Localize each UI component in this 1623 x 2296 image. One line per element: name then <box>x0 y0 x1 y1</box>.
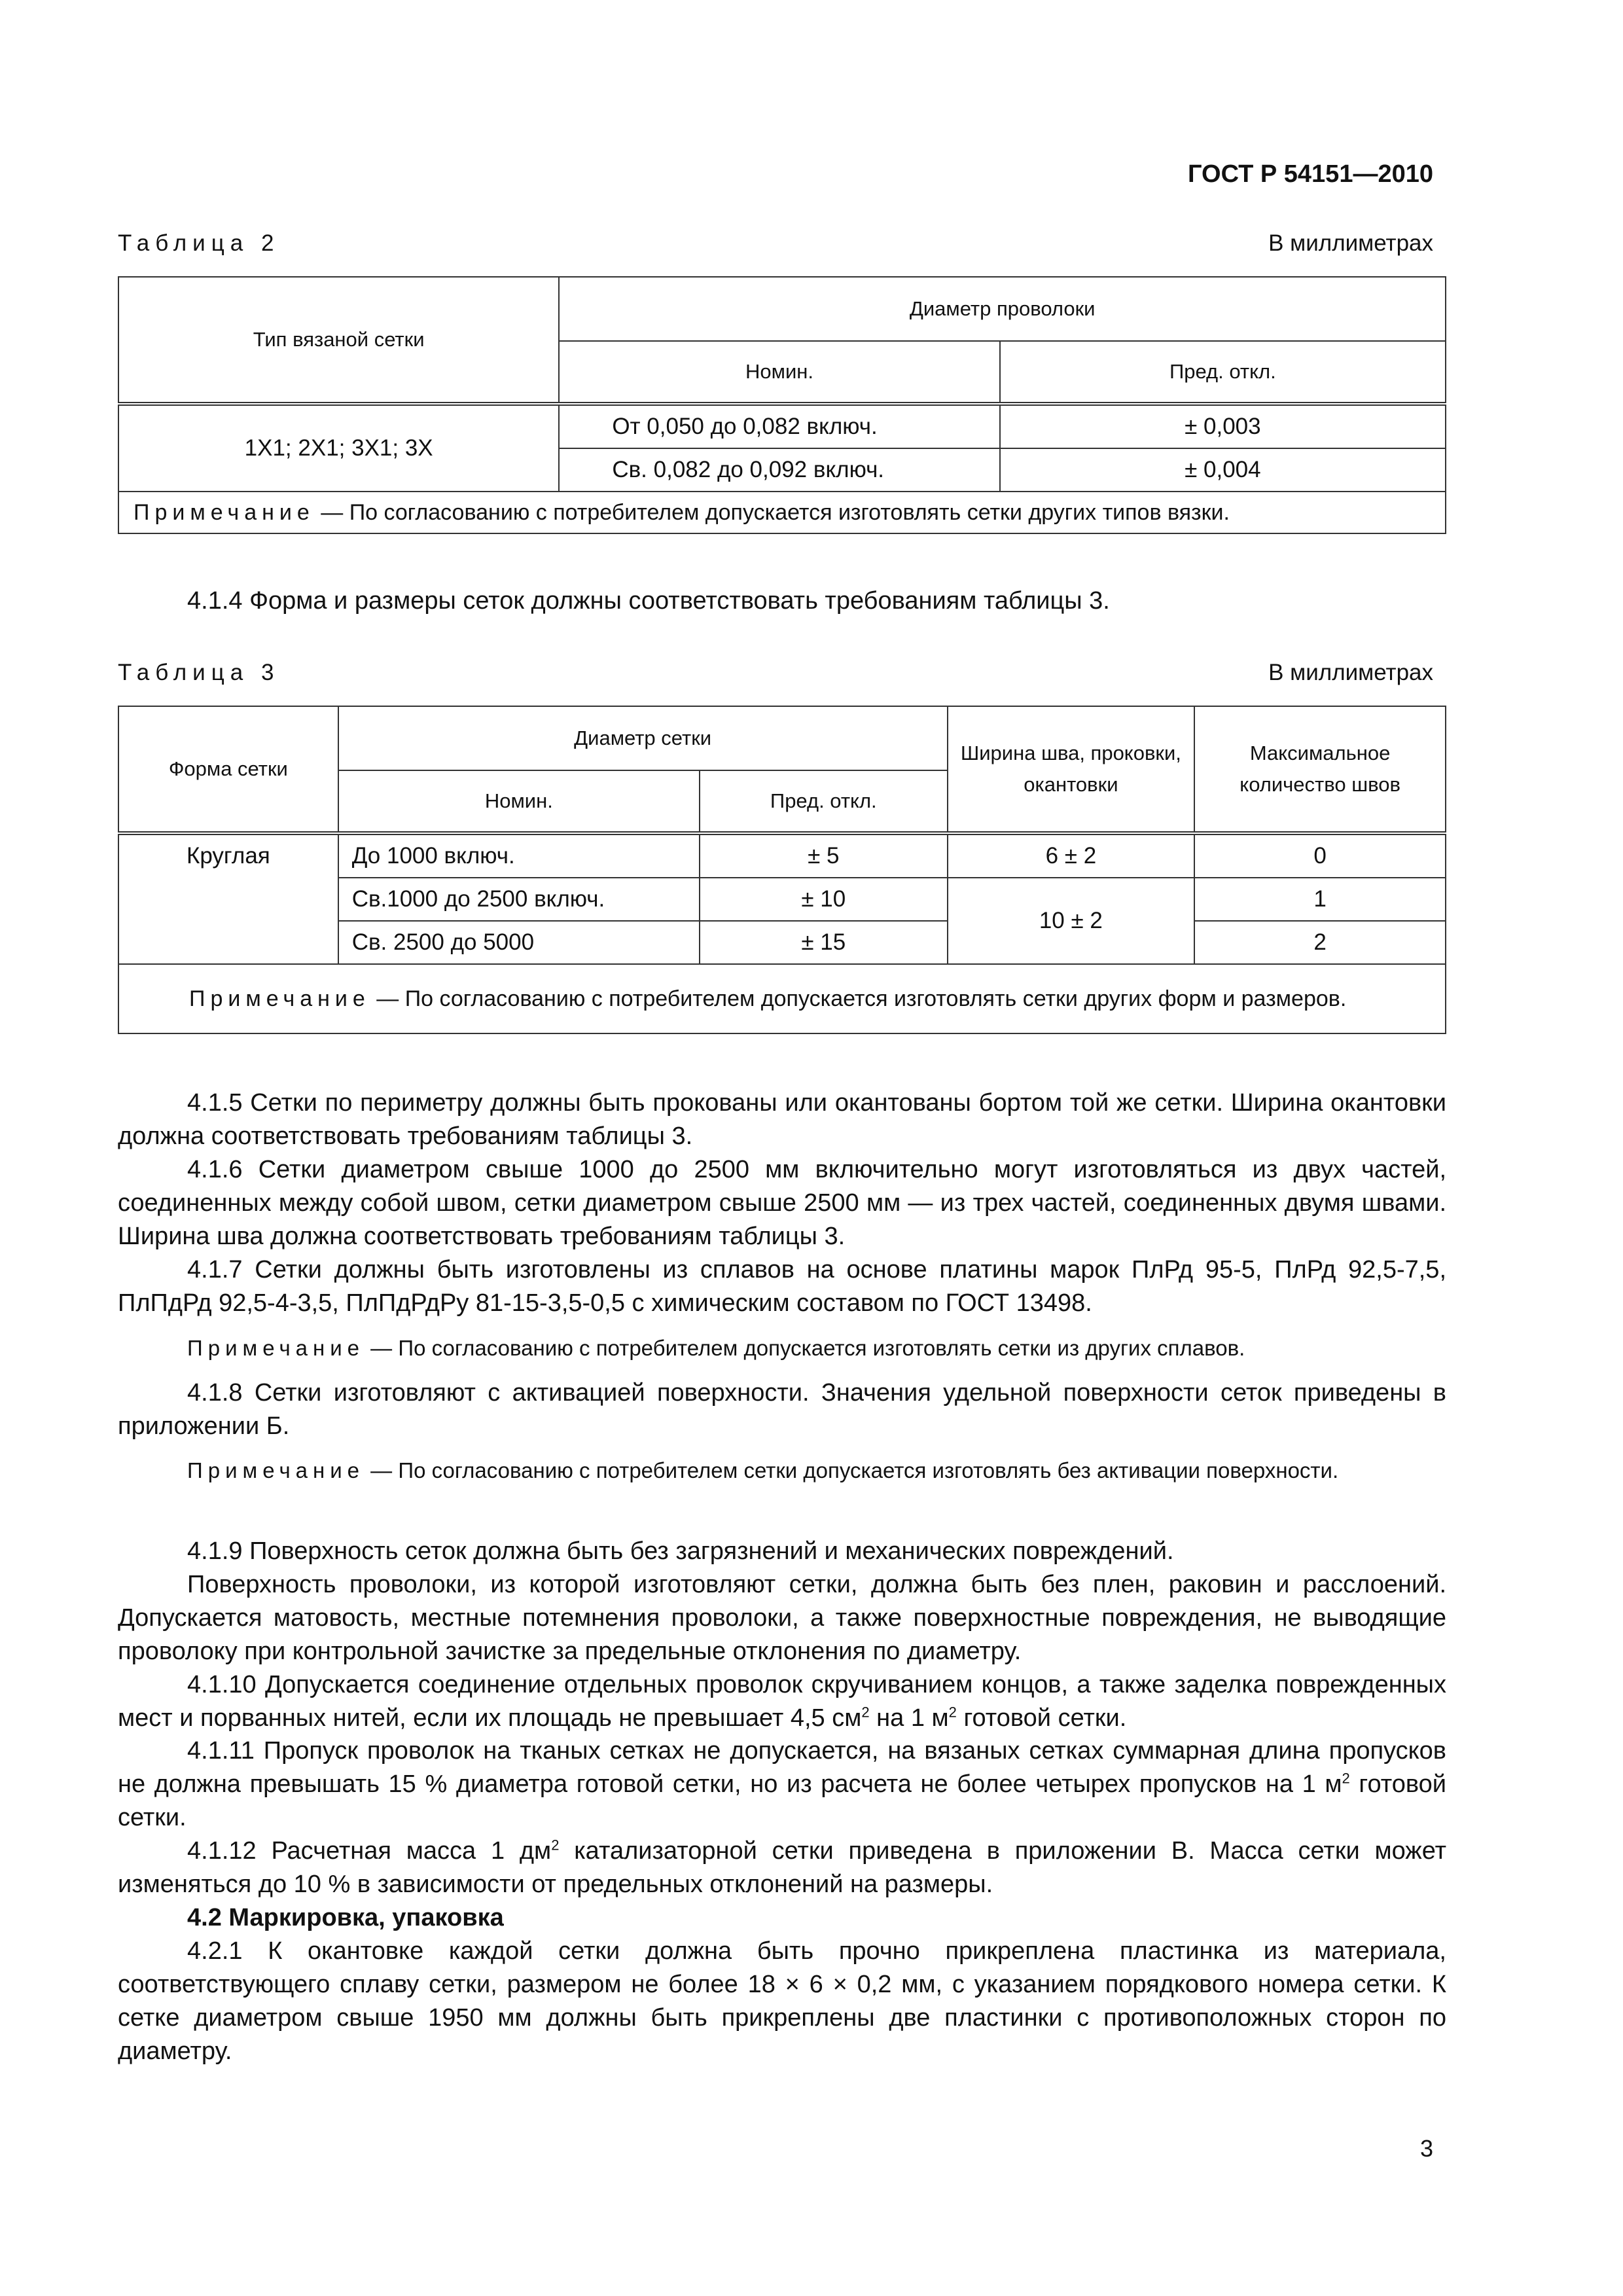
table2-cell: Св. 0,082 до 0,092 включ. <box>559 448 999 492</box>
superscript: 2 <box>551 1837 560 1854</box>
note-alloys <box>118 1332 1446 1365</box>
table3-cell: 10 ± 2 <box>948 878 1195 964</box>
paragraph-4-1-8: 4.1.8 Сетки изготовляют с активацией поверхности. Значения удельной поверхности сеток приведены в приложении Б. <box>118 1379 1446 1440</box>
table3-cell: Св.1000 до 2500 включ. <box>338 878 700 921</box>
text: на 1 м <box>869 1704 949 1732</box>
note-activation <box>118 1454 1446 1487</box>
table3-caption: Таблица 3 <box>118 660 280 685</box>
superscript: 2 <box>861 1704 870 1721</box>
note-text: — По согласованию с потребителем допускается изготовлять сетки других типов вязки. <box>314 500 1230 525</box>
table3 <box>118 706 1446 1034</box>
table3-cell: До 1000 включ. <box>338 833 700 878</box>
page-number: 3 <box>1419 2135 1433 2162</box>
paragraph-4-1-5: 4.1.5 Сетки по периметру должны быть прокованы или окантованы бортом той же сетки. Ширина окантовки должна соответствовать требованиям таблицы 3. <box>118 1089 1446 1150</box>
table3-cell: 6 ± 2 <box>948 833 1195 878</box>
table2-cell: От 0,050 до 0,082 включ. <box>559 404 999 448</box>
note-label: Примечание <box>134 500 315 525</box>
table3-cell: 1 <box>1194 878 1446 921</box>
text: 4.1.11 Пропуск проволок на тканых сетках не допускается, на вязаных сетках суммарная длина пропусков не должна превышать 15 % диаметра готовой сетки, но из расчета не более четырех пропусков на 1 м <box>118 1737 1446 1798</box>
table3-header-seam: Ширина шва, проковки, окантовки <box>948 706 1195 833</box>
table3-cell: ± 15 <box>700 921 948 964</box>
note-text: — По согласованию с потребителем допускается изготовлять сетки из других сплавов. <box>365 1336 1245 1360</box>
table2-units: В миллиметрах <box>1268 230 1433 256</box>
note-label: Примечание <box>187 1336 365 1360</box>
table3-header-deviation: Пред. откл. <box>700 770 948 833</box>
text: готовой сетки. <box>118 1770 1446 1831</box>
paragraph-4-1-4: 4.1.4 Форма и размеры сеток должны соответствовать требованиям таблицы 3. <box>187 587 1110 615</box>
paragraph-4-1-6: 4.1.6 Сетки диаметром свыше 1000 до 2500 мм включительно могут изготовляться из двух частей, соединенных между собой швом, сетки диаметром свыше 2500 мм — из трех частей, соединенных двумя швами. Ширина шва должна соответствовать требованиям таблицы 3. <box>118 1156 1446 1250</box>
paragraph-4-1-11 <box>118 1734 1446 1835</box>
text: готовой сетки. <box>956 1704 1127 1732</box>
note-label: Примечание <box>189 986 370 1011</box>
table3-header-max-seams: Максимальное количество швов <box>1194 706 1446 833</box>
table2-header-type: Тип вязаной сетки <box>118 277 559 404</box>
table3-header-form: Форма сетки <box>118 706 338 833</box>
table2-note <box>118 492 1446 533</box>
table3-cell: Св. 2500 до 5000 <box>338 921 700 964</box>
table2-header-nominal: Номин. <box>559 341 999 404</box>
document-code: ГОСТ Р 54151—2010 <box>1188 160 1433 188</box>
table3-cell: 0 <box>1194 833 1446 878</box>
table3-header-nominal: Номин. <box>338 770 700 833</box>
paragraph-4-1-10 <box>118 1668 1446 1735</box>
note-text: — По согласованию с потребителем сетки допускается изготовлять без активации поверхности. <box>365 1458 1339 1482</box>
table3-header-diameter: Диаметр сетки <box>338 706 948 770</box>
paragraph-4-1-9: 4.1.9 Поверхность сеток должна быть без загрязнений и механических повреждений. <box>187 1537 1174 1565</box>
table3-cell: 2 <box>1194 921 1446 964</box>
table2-cell: ± 0,003 <box>1000 404 1446 448</box>
superscript: 2 <box>1342 1770 1350 1787</box>
table2-cell: ± 0,004 <box>1000 448 1446 492</box>
paragraph-4-2-1: 4.2.1 К окантовке каждой сетки должна быть прочно прикреплена пластинка из материала, соответствующего сплаву сетки, размером не более 18 × 6 × 0,2 мм, с указанием порядкового номера сетки. К сетке диаметром свыше 1950 мм должны быть прикреплены две пластинки с противоположных сторон по диаметру. <box>118 1937 1446 2065</box>
table2-type-value: 1Х1; 2Х1; 3Х1; 3Х <box>118 404 559 492</box>
paragraph-4-1-12 <box>118 1835 1446 1901</box>
table3-cell: ± 10 <box>700 878 948 921</box>
paragraph-4-1-7: 4.1.7 Сетки должны быть изготовлены из сплавов на основе платины марок ПлРд 95-5, ПлРд 92,5-7,5, ПлПдРд 92,5-4-3,5, ПлПдРдРу 81-15-3,5-0,5 с химическим составом по ГОСТ 13498. <box>118 1256 1446 1317</box>
note-text: — По согласованию с потребителем допускается изготовлять сетки других форм и размеров. <box>370 986 1347 1011</box>
table3-form-value: Круглая <box>118 833 338 878</box>
table2-header-diameter: Диаметр проволоки <box>559 277 1446 341</box>
section-heading-4-2: 4.2 Маркировка, упаковка <box>187 1904 504 1931</box>
superscript: 2 <box>948 1704 957 1721</box>
text: катализаторной сетки приведена в приложении В. Масса сетки может изменяться до 10 % в зависимости от предельных отклонений на размеры. <box>118 1837 1446 1898</box>
text: 4.1.12 Расчетная масса 1 дм <box>187 1837 552 1865</box>
table2-caption: Таблица 2 <box>118 230 280 256</box>
table2 <box>118 276 1446 534</box>
paragraph-4-1-9-cont: Поверхность проволоки, из которой изготовляют сетки, должна быть без плен, раковин и расслоений. Допускается матовость, местные потемнения проволоки, а также поверхностные повреждения, не выводящие проволоку при контрольной зачистке за предельные отклонения по диаметру. <box>118 1571 1446 1665</box>
table2-header-deviation: Пред. откл. <box>1000 341 1446 404</box>
table3-note <box>118 964 1446 1033</box>
table3-empty-cell <box>118 878 338 921</box>
text: 4.1.10 Допускается соединение отдельных проволок скручиванием концов, а также заделка поврежденных мест и порванных нитей, если их площадь не превышает 4,5 см <box>118 1671 1446 1732</box>
note-label: Примечание <box>187 1458 365 1482</box>
table3-cell: ± 5 <box>700 833 948 878</box>
table3-units: В миллиметрах <box>1268 660 1433 685</box>
table3-empty-cell <box>118 921 338 964</box>
